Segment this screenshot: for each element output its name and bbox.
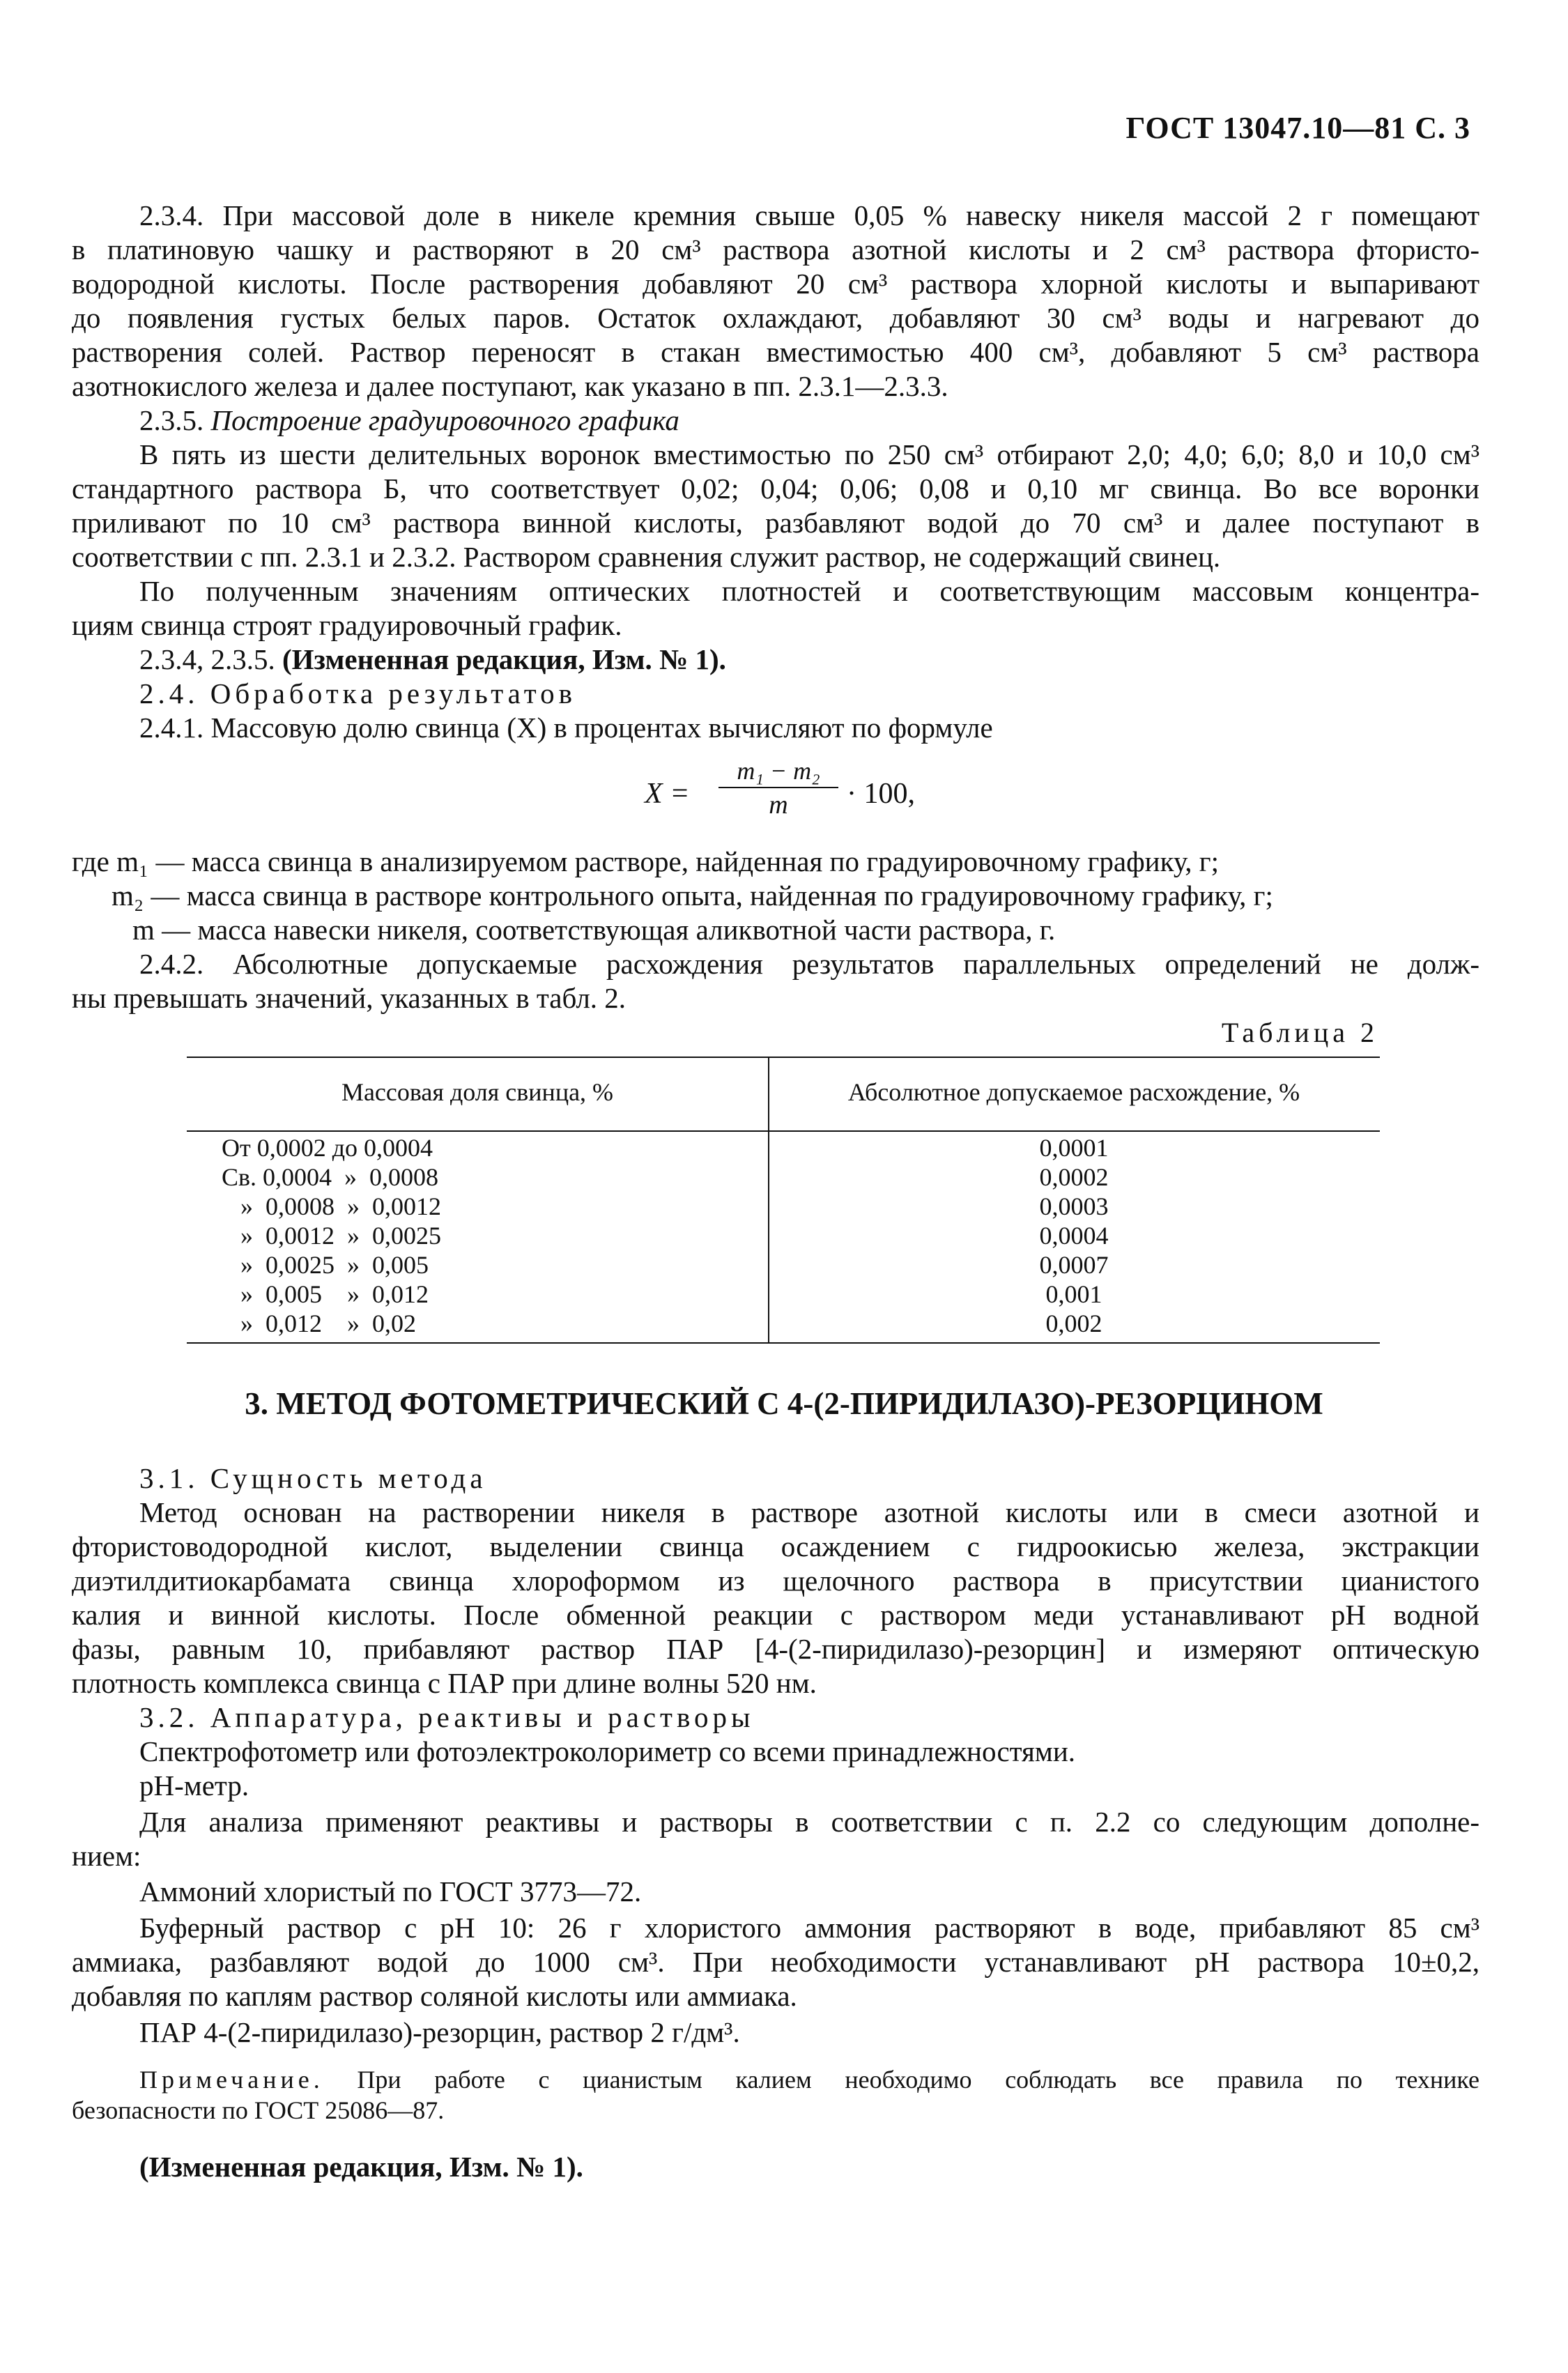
table-cell: » 0,0025 » 0,005 <box>222 1251 429 1279</box>
table-column-left <box>222 1133 441 1338</box>
page-header: ГОСТ 13047.10—81 С. 3 <box>1125 111 1470 145</box>
edit-note-text: (Измененная редакция, Изм. № 1). <box>282 643 726 675</box>
section-heading-3: 3. МЕТОД ФОТОМЕТРИЧЕСКИЙ С 4-(2-ПИРИДИЛАЗО)-РЕЗОРЦИНОМ <box>245 1386 1323 1421</box>
results-table <box>187 1057 1380 1344</box>
section-heading-2-3-5 <box>139 404 1479 438</box>
table-cell: Св. 0,0004 » 0,0008 <box>222 1163 439 1191</box>
text-line: Спектрофотометр или фотоэлектроколориметр со всеми принадлежностями. <box>139 1735 1076 1767</box>
table-cell: » 0,0012 » 0,0025 <box>222 1222 441 1250</box>
text-line: стандартного раствора Б, что соответствует 0,02; 0,04; 0,06; 0,08 и 0,10 мг свинца. Во все воронки <box>72 473 1479 505</box>
note-line <box>139 2064 1479 2096</box>
section-heading-2-4: 2.4. Обработка результатов <box>139 677 577 709</box>
text-line: По полученным значениям оптических плотностей и соответствующим массовым концентра- <box>139 575 1479 607</box>
text-line: Аммоний хлористый по ГОСТ 3773—72. <box>139 1875 642 1907</box>
definition-text: масса навески никеля, соответствующая аликвотной части раствора, г. <box>197 914 1056 946</box>
table-cell: 0,0004 <box>1039 1222 1109 1250</box>
definition-symbol: m₂ — <box>112 880 180 912</box>
definition-row <box>132 913 1055 947</box>
definition-text: масса свинца в анализируемом растворе, найденная по градуировочному графику, г; <box>191 845 1220 877</box>
text-line: плотность комплекса свинца с ПАР при длине волны 520 нм. <box>72 1667 817 1699</box>
section-number: 2.3.5. <box>139 404 204 436</box>
table-caption: Таблица 2 <box>1221 1017 1378 1048</box>
definition-symbol: где m₁ — <box>72 845 185 877</box>
text-line: ны превышать значений, указанных в табл. 2. <box>72 982 627 1014</box>
table-header-cell: Абсолютное допускаемое расхождение, % <box>847 1078 1300 1106</box>
table-cell: 0,001 <box>1045 1280 1102 1308</box>
table-cell: 0,0001 <box>1039 1134 1109 1162</box>
table-cell: От 0,0002 до 0,0004 <box>222 1134 433 1162</box>
table-cell: » 0,012 » 0,02 <box>222 1310 416 1337</box>
text-line: 2.4.1. Массовую долю свинца (X) в процентах вычисляют по формуле <box>139 712 993 744</box>
formula-lhs: X = <box>645 778 690 810</box>
table-header-cell: Массовая доля свинца, % <box>341 1078 614 1106</box>
text-line: Для анализа применяют реактивы и растворы в соответствии с п. 2.2 со следующим дополне- <box>139 1806 1479 1838</box>
note-label: Примечание. <box>139 2066 324 2094</box>
text-line: соответствии с пп. 2.3.1 и 2.3.2. Раствором сравнения служит раствор, не содержащий свинец. <box>72 541 1221 573</box>
formula-rhs: · 100, <box>847 778 915 810</box>
text-line: приливают по 10 см³ раствора винной кислоты, разбавляют водой до 70 см³ и далее поступают в <box>72 507 1479 539</box>
definition-row <box>112 879 1273 913</box>
text-line: нием: <box>72 1840 141 1872</box>
formula-numerator: m₁ − m₂ <box>737 757 820 785</box>
text-line: Метод основан на растворении никеля в растворе азотной кислоты или в смеси азотной и <box>139 1496 1479 1528</box>
text-line: фазы, равным 10, прибавляют раствор ПАР [4-(2-пиридилазо)-резорцин] и измеряют оптическую <box>72 1633 1479 1665</box>
formula-denominator: m <box>769 790 788 820</box>
text-line: 2.4.2. Абсолютные допускаемые расхождения результатов параллельных определений не долж- <box>139 948 1479 980</box>
note-text: При работе с цианистым калием необходимо соблюдать все правила по технике <box>357 2066 1479 2094</box>
definition-text: масса свинца в растворе контрольного опыта, найденная по градуировочному графику, г; <box>186 880 1273 912</box>
section-heading-3-2: 3.2. Аппаратура, реактивы и растворы <box>139 1701 755 1733</box>
formula-fraction <box>716 756 841 820</box>
edit-note-2: (Измененная редакция, Изм. № 1). <box>139 2151 583 2183</box>
text-line: pH-метр. <box>139 1769 249 1802</box>
text-line: добавляя по каплям раствор соляной кислоты или аммиака. <box>72 1980 797 2012</box>
text-line: фтористоводородной кислот, выделении свинца осаждением с гидроокисью железа, экстракции <box>72 1530 1479 1562</box>
text-line: азотнокислого железа и далее поступают, как указано в пп. 2.3.1—2.3.3. <box>72 370 948 402</box>
text-line: Буферный раствор с pH 10: 26 г хлористого аммония растворяют в воде, прибавляют 85 см³ <box>139 1912 1479 1944</box>
text-line: в платиновую чашку и растворяют в 20 см³ раствора азотной кислоты и 2 см³ раствора фтористо- <box>72 233 1479 266</box>
text-line: растворения солей. Раствор переносят в стакан вместимостью 400 см³, добавляют 5 см³ раствора <box>72 336 1479 368</box>
table-cell: » 0,005 » 0,012 <box>222 1280 429 1308</box>
text-line: диэтилдитиокарбамата свинца хлороформом из щелочного раствора в присутствии цианистого <box>72 1565 1479 1597</box>
text-line: 2.3.4. При массовой доле в никеле кремния свыше 0,05 % навеску никеля массой 2 г помещают <box>139 199 1479 231</box>
table-header-divider <box>187 1130 1380 1132</box>
text-line: до появления густых белых паров. Остаток охлаждают, добавляют 30 см³ воды и нагревают до <box>72 302 1479 334</box>
definition-row <box>72 845 1219 879</box>
table-cell: 0,0002 <box>1039 1163 1109 1191</box>
table-cell: 0,002 <box>1045 1310 1102 1337</box>
text-line: водородной кислоты. После растворения добавляют 20 см³ раствора хлорной кислоты и выпаривают <box>72 268 1479 300</box>
text-line: циям свинца строят градуировочный график. <box>72 609 622 641</box>
edit-note-ref: 2.3.4, 2.3.5. <box>139 643 275 675</box>
formula <box>645 756 965 833</box>
section-heading-3-1: 3.1. Сущность метода <box>139 1462 487 1494</box>
table-cell: » 0,0008 » 0,0012 <box>222 1192 441 1220</box>
table-column-right <box>768 1133 1380 1338</box>
definition-symbol: m — <box>132 914 191 946</box>
text-line: калия и винной кислоты. После обменной реакции с раствором меди устанавливают pH водной <box>72 1599 1479 1631</box>
note-line: безопасности по ГОСТ 25086—87. <box>72 2096 445 2124</box>
table-cell: 0,0003 <box>1039 1192 1109 1220</box>
table-cell: 0,0007 <box>1039 1251 1109 1279</box>
section-title: Построение градуировочного графика <box>210 404 679 436</box>
text-line: ПАР 4-(2-пиридилазо)-резорцин, раствор 2 г/дм³. <box>139 2016 740 2048</box>
text-line: аммиака, разбавляют водой до 1000 см³. При необходимости устанавливают pH раствора 10±0,2, <box>72 1946 1479 1978</box>
edit-note-1 <box>139 643 1479 677</box>
fraction-bar <box>718 787 838 788</box>
text-line: В пять из шести делительных воронок вместимостью по 250 см³ отбирают 2,0; 4,0; 6,0; 8,0 и 10,0 см³ <box>139 438 1479 470</box>
